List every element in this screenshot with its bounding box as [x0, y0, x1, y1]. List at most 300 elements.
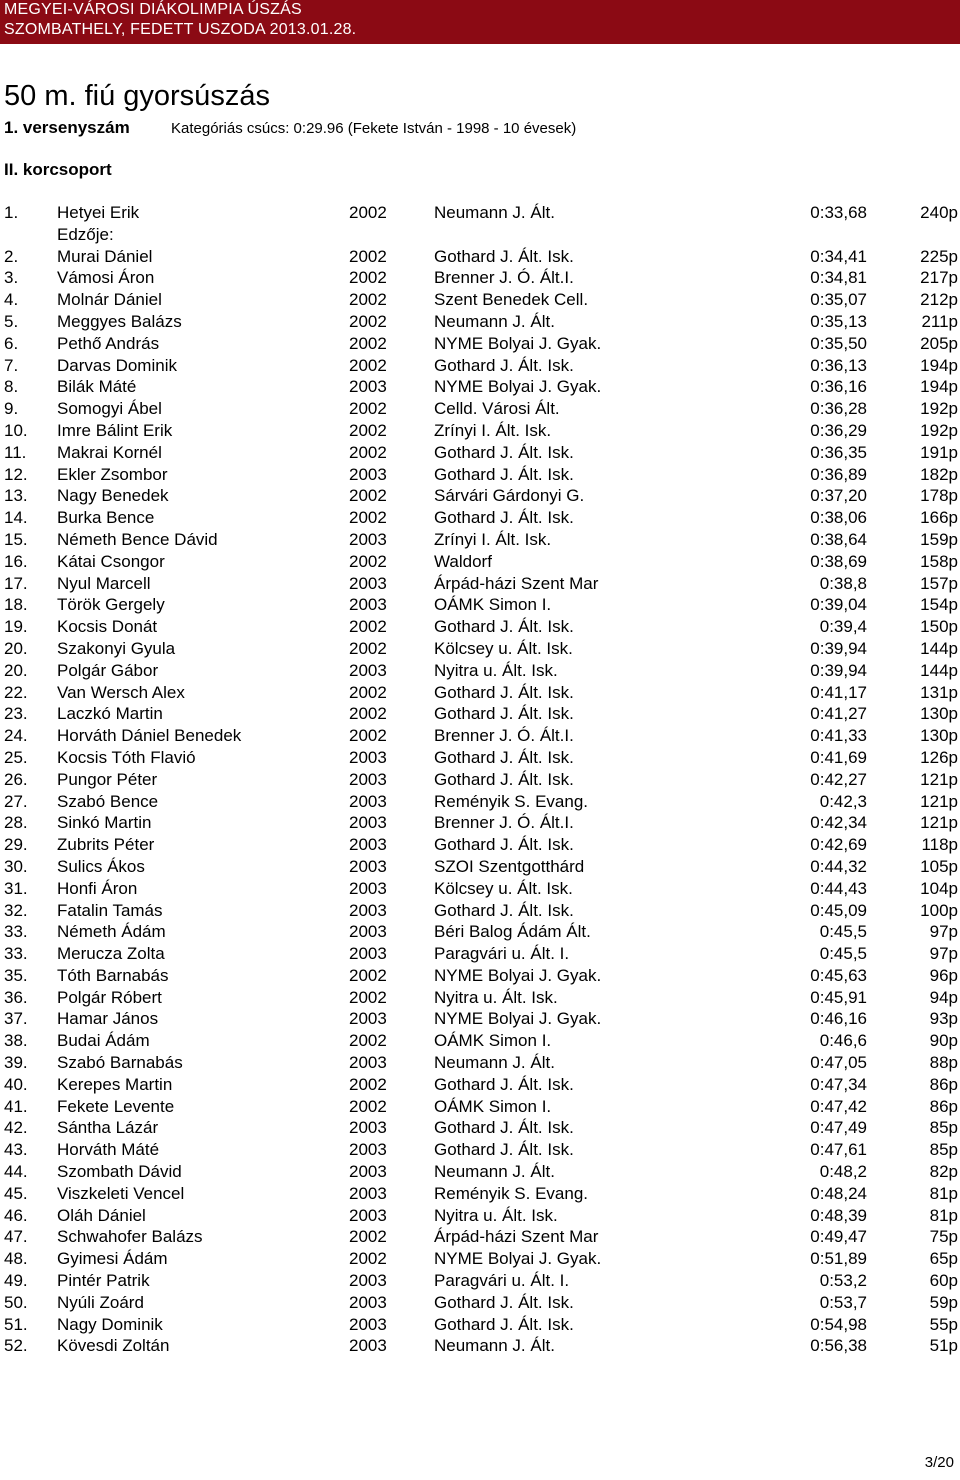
result-club: Gothard J. Ált. Isk. — [434, 1118, 574, 1138]
result-name: Németh Ádám — [57, 922, 166, 942]
result-name: Schwahofer Balázs — [57, 1227, 203, 1247]
result-birth-year: 2002 — [349, 486, 387, 506]
result-name: Bilák Máté — [57, 377, 137, 397]
result-time: 0:44,43 — [810, 878, 867, 898]
result-club: Sárvári Gárdonyi G. — [434, 486, 585, 506]
result-name: Szombath Dávid — [57, 1162, 182, 1182]
result-name: Horváth Dániel Benedek — [57, 726, 242, 746]
result-birth-year: 2002 — [349, 508, 387, 528]
result-club: Zrínyi I. Ált. Isk. — [434, 420, 552, 440]
result-place: 41. — [4, 1096, 28, 1116]
result-points: 178p — [920, 486, 958, 506]
result-place: 49. — [4, 1271, 28, 1291]
result-points: 212p — [920, 290, 958, 310]
result-row — [0, 1206, 960, 1228]
result-birth-year: 2002 — [349, 442, 387, 462]
result-birth-year: 2003 — [349, 1271, 387, 1291]
result-points: 85p — [929, 1140, 958, 1160]
result-club: Kölcsey u. Ált. Isk. — [434, 638, 573, 658]
result-birth-year: 2003 — [349, 595, 387, 615]
result-time: 0:39,94 — [810, 638, 867, 658]
result-points: 55p — [929, 1314, 958, 1334]
result-place: 31. — [4, 878, 28, 898]
result-name: Gyimesi Ádám — [57, 1249, 168, 1269]
result-place: 12. — [4, 464, 28, 484]
result-birth-year: 2003 — [349, 660, 387, 680]
result-place: 18. — [4, 595, 28, 615]
result-points: 121p — [920, 791, 958, 811]
result-time: 0:38,8 — [819, 573, 867, 593]
result-time: 0:39,04 — [810, 595, 867, 615]
result-name: Meggyes Balázs — [57, 311, 182, 331]
result-name: Somogyi Ábel — [57, 399, 162, 419]
result-name: Kocsis Tóth Flavió — [57, 747, 196, 767]
result-birth-year: 2002 — [349, 1074, 387, 1094]
result-birth-year: 2002 — [349, 268, 387, 288]
result-place: 2. — [4, 246, 19, 266]
result-club: OÁMK Simon I. — [434, 595, 552, 615]
result-name: Tóth Barnabás — [57, 965, 169, 985]
result-place: 44. — [4, 1162, 28, 1182]
result-birth-year: 2002 — [349, 617, 387, 637]
result-time: 0:56,38 — [810, 1336, 867, 1356]
result-birth-year: 2003 — [349, 1053, 387, 1073]
result-club: Gothard J. Ált. Isk. — [434, 1292, 574, 1312]
result-club: NYME Bolyai J. Gyak. — [434, 965, 602, 985]
result-club: Reményik S. Evang. — [434, 791, 589, 811]
result-name: Laczkó Martin — [57, 704, 163, 724]
result-time: 0:45,63 — [810, 965, 867, 985]
result-club: Árpád-házi Szent Mar — [434, 1227, 599, 1247]
result-time: 0:53,7 — [819, 1292, 867, 1312]
result-club: Celld. Városi Ált. — [434, 399, 560, 419]
result-time: 0:45,5 — [819, 922, 867, 942]
result-club: Nyitra u. Ált. Isk. — [434, 1205, 558, 1225]
result-birth-year: 2002 — [349, 420, 387, 440]
result-name: Murai Dániel — [57, 246, 153, 266]
result-time: 0:48,39 — [810, 1205, 867, 1225]
result-place: 33. — [4, 944, 28, 964]
result-time: 0:48,2 — [819, 1162, 867, 1182]
result-points: 86p — [929, 1074, 958, 1094]
result-club: Gothard J. Ált. Isk. — [434, 1140, 574, 1160]
result-name: Kövesdi Zoltán — [57, 1336, 170, 1356]
result-place: 8. — [4, 377, 19, 397]
result-club: OÁMK Simon I. — [434, 1031, 552, 1051]
result-name: Viszkeleti Vencel — [57, 1183, 185, 1203]
result-points: 85p — [929, 1118, 958, 1138]
result-points: 150p — [920, 617, 958, 637]
result-time: 0:36,89 — [810, 464, 867, 484]
result-row — [0, 1118, 960, 1140]
result-name: Szabó Bence — [57, 791, 159, 811]
result-points: 51p — [929, 1336, 958, 1356]
result-name: Vámosi Áron — [57, 268, 155, 288]
result-place: 26. — [4, 769, 28, 789]
result-name: Sántha Lázár — [57, 1118, 159, 1138]
result-place: 7. — [4, 355, 19, 375]
result-points: 144p — [920, 660, 958, 680]
result-name: Szakonyi Gyula — [57, 638, 176, 658]
result-birth-year: 2003 — [349, 791, 387, 811]
result-time: 0:38,69 — [810, 551, 867, 571]
result-club: Paragvári u. Ált. I. — [434, 1271, 570, 1291]
result-birth-year: 2003 — [349, 922, 387, 942]
result-name: Budai Ádám — [57, 1031, 150, 1051]
result-club: Paragvári u. Ált. I. — [434, 944, 570, 964]
result-points: 105p — [920, 856, 958, 876]
result-birth-year: 2003 — [349, 529, 387, 549]
result-points: 86p — [929, 1096, 958, 1116]
result-time: 0:35,07 — [810, 290, 867, 310]
result-place: 13. — [4, 486, 28, 506]
result-club: Gothard J. Ált. Isk. — [434, 900, 574, 920]
result-row — [0, 1271, 960, 1293]
result-name: Burka Bence — [57, 508, 155, 528]
result-points: 217p — [920, 268, 958, 288]
result-points: 205p — [920, 333, 958, 353]
result-birth-year: 2002 — [349, 203, 387, 222]
result-place: 5. — [4, 311, 19, 331]
result-row — [0, 748, 960, 770]
result-place: 1. — [4, 203, 19, 222]
result-name: Horváth Máté — [57, 1140, 160, 1160]
result-club: Gothard J. Ált. Isk. — [434, 442, 574, 462]
result-row — [0, 1184, 960, 1206]
result-row — [0, 661, 960, 683]
result-time: 0:47,05 — [810, 1053, 867, 1073]
result-time: 0:42,3 — [819, 791, 867, 811]
result-place: 40. — [4, 1074, 28, 1094]
result-time: 0:42,27 — [810, 769, 867, 789]
result-row — [0, 1162, 960, 1184]
result-row — [0, 508, 960, 530]
result-club: Árpád-házi Szent Mar — [434, 573, 599, 593]
result-points: 121p — [920, 813, 958, 833]
result-place: 29. — [4, 835, 28, 855]
result-birth-year: 2002 — [349, 551, 387, 571]
result-place: 45. — [4, 1183, 28, 1203]
result-place: 36. — [4, 987, 28, 1007]
result-time: 0:53,2 — [819, 1271, 867, 1291]
result-birth-year: 2003 — [349, 1162, 387, 1182]
coach-label: Edzője: — [57, 224, 114, 244]
result-points: 60p — [929, 1271, 958, 1291]
result-points: 166p — [920, 508, 958, 528]
result-name: Sulics Ákos — [57, 856, 145, 876]
result-points: 157p — [920, 573, 958, 593]
result-row — [0, 639, 960, 661]
result-name: Kerepes Martin — [57, 1074, 173, 1094]
result-birth-year: 2003 — [349, 769, 387, 789]
result-place: 30. — [4, 856, 28, 876]
result-birth-year: 2003 — [349, 1140, 387, 1160]
result-club: Gothard J. Ált. Isk. — [434, 682, 574, 702]
result-place: 52. — [4, 1336, 28, 1356]
result-points: 144p — [920, 638, 958, 658]
result-time: 0:35,13 — [810, 311, 867, 331]
result-name: Kátai Csongor — [57, 551, 165, 571]
result-row — [0, 574, 960, 596]
result-points: 194p — [920, 377, 958, 397]
result-row — [0, 552, 960, 574]
result-points: 75p — [929, 1227, 958, 1247]
result-name: Nagy Dominik — [57, 1314, 163, 1334]
result-place: 14. — [4, 508, 28, 528]
result-club: Neumann J. Ált. — [434, 1336, 555, 1356]
result-name: Török Gergely — [57, 595, 165, 615]
result-club: Brenner J. Ó. Ált.I. — [434, 726, 574, 746]
result-row — [0, 792, 960, 814]
result-points: 88p — [929, 1053, 958, 1073]
result-row — [0, 1336, 960, 1358]
result-birth-year: 2003 — [349, 573, 387, 593]
result-name: Polgár Róbert — [57, 987, 162, 1007]
result-place: 47. — [4, 1227, 28, 1247]
result-row — [0, 966, 960, 988]
result-club: NYME Bolyai J. Gyak. — [434, 333, 602, 353]
result-points: 82p — [929, 1162, 958, 1182]
result-place: 42. — [4, 1118, 28, 1138]
result-name: Fekete Levente — [57, 1096, 175, 1116]
result-time: 0:34,81 — [810, 268, 867, 288]
header-banner — [0, 0, 960, 44]
result-place: 20. — [4, 638, 28, 658]
result-points: 182p — [920, 464, 958, 484]
result-row — [0, 203, 960, 225]
result-club: Brenner J. Ó. Ált.I. — [434, 813, 574, 833]
result-place: 25. — [4, 747, 28, 767]
result-time: 0:35,50 — [810, 333, 867, 353]
result-name: Ekler Zsombor — [57, 464, 168, 484]
result-row — [0, 1140, 960, 1162]
result-birth-year: 2002 — [349, 726, 387, 746]
result-time: 0:36,35 — [810, 442, 867, 462]
result-name: Van Wersch Alex — [57, 682, 185, 702]
result-points: 194p — [920, 355, 958, 375]
result-club: Gothard J. Ált. Isk. — [434, 704, 574, 724]
result-points: 192p — [920, 420, 958, 440]
result-place: 43. — [4, 1140, 28, 1160]
result-birth-year: 2002 — [349, 965, 387, 985]
result-row — [0, 377, 960, 399]
result-place: 24. — [4, 726, 28, 746]
result-club: Nyitra u. Ált. Isk. — [434, 660, 558, 680]
result-time: 0:42,69 — [810, 835, 867, 855]
result-birth-year: 2002 — [349, 246, 387, 266]
result-place: 17. — [4, 573, 28, 593]
result-birth-year: 2002 — [349, 704, 387, 724]
result-club: Kölcsey u. Ált. Isk. — [434, 878, 573, 898]
result-time: 0:45,91 — [810, 987, 867, 1007]
result-time: 0:38,06 — [810, 508, 867, 528]
result-name: Honfi Áron — [57, 878, 138, 898]
result-name: Makrai Kornél — [57, 442, 162, 462]
result-name: Zubrits Péter — [57, 835, 155, 855]
result-time: 0:44,32 — [810, 856, 867, 876]
result-club: NYME Bolyai J. Gyak. — [434, 377, 602, 397]
result-row — [0, 290, 960, 312]
result-birth-year: 2003 — [349, 856, 387, 876]
result-birth-year: 2003 — [349, 835, 387, 855]
result-birth-year: 2003 — [349, 944, 387, 964]
result-place: 50. — [4, 1292, 28, 1312]
result-club: NYME Bolyai J. Gyak. — [434, 1009, 602, 1029]
result-place: 37. — [4, 1009, 28, 1029]
result-points: 131p — [920, 682, 958, 702]
result-row — [0, 1315, 960, 1337]
result-time: 0:47,42 — [810, 1096, 867, 1116]
result-place: 3. — [4, 268, 19, 288]
result-time: 0:34,41 — [810, 246, 867, 266]
result-place: 46. — [4, 1205, 28, 1225]
result-name: Kocsis Donát — [57, 617, 158, 637]
result-time: 0:45,5 — [819, 944, 867, 964]
result-row — [0, 726, 960, 748]
result-name: Fatalin Tamás — [57, 900, 163, 920]
result-time: 0:36,28 — [810, 399, 867, 419]
result-points: 100p — [920, 900, 958, 920]
result-row — [0, 421, 960, 443]
result-time: 0:41,69 — [810, 747, 867, 767]
result-club: Gothard J. Ált. Isk. — [434, 747, 574, 767]
result-birth-year: 2003 — [349, 1336, 387, 1356]
result-club: Gothard J. Ált. Isk. — [434, 1314, 574, 1334]
result-name: Németh Bence Dávid — [57, 529, 218, 549]
result-birth-year: 2003 — [349, 377, 387, 397]
result-time: 0:41,33 — [810, 726, 867, 746]
result-club: Reményik S. Evang. — [434, 1183, 589, 1203]
result-row — [0, 835, 960, 857]
result-birth-year: 2003 — [349, 1314, 387, 1334]
result-birth-year: 2003 — [349, 1205, 387, 1225]
result-points: 225p — [920, 246, 958, 266]
result-points: 126p — [920, 747, 958, 767]
result-row — [0, 1009, 960, 1031]
competition-venue-date: SZOMBATHELY, FEDETT USZODA 2013.01.28. — [4, 21, 357, 38]
result-club: Brenner J. Ó. Ált.I. — [434, 268, 574, 288]
result-points: 90p — [929, 1031, 958, 1051]
result-row — [0, 399, 960, 421]
result-row — [0, 334, 960, 356]
result-points: 240p — [920, 203, 958, 222]
result-time: 0:48,24 — [810, 1183, 867, 1203]
result-birth-year: 2003 — [349, 1183, 387, 1203]
result-row — [0, 922, 960, 944]
result-birth-year: 2002 — [349, 333, 387, 353]
result-place: 9. — [4, 399, 19, 419]
result-club: Gothard J. Ált. Isk. — [434, 508, 574, 528]
result-points: 65p — [929, 1249, 958, 1269]
result-time: 0:36,13 — [810, 355, 867, 375]
result-time: 0:36,29 — [810, 420, 867, 440]
result-place: 39. — [4, 1053, 28, 1073]
result-points: 97p — [929, 922, 958, 942]
result-birth-year: 2002 — [349, 987, 387, 1007]
result-birth-year: 2002 — [349, 311, 387, 331]
result-points: 192p — [920, 399, 958, 419]
result-name: Sinkó Martin — [57, 813, 152, 833]
result-points: 191p — [920, 442, 958, 462]
result-place: 51. — [4, 1314, 28, 1334]
result-place: 22. — [4, 682, 28, 702]
result-birth-year: 2002 — [349, 399, 387, 419]
result-time: 0:47,61 — [810, 1140, 867, 1160]
result-row — [0, 465, 960, 487]
result-place: 16. — [4, 551, 28, 571]
result-row — [0, 617, 960, 639]
result-row — [0, 356, 960, 378]
result-birth-year: 2003 — [349, 1009, 387, 1029]
result-name: Nagy Benedek — [57, 486, 169, 506]
result-place: 11. — [4, 442, 27, 462]
result-name: Molnár Dániel — [57, 290, 162, 310]
result-club: Neumann J. Ált. — [434, 1053, 555, 1073]
result-place: 10. — [4, 420, 28, 440]
result-club: Gothard J. Ált. Isk. — [434, 769, 574, 789]
result-place: 48. — [4, 1249, 28, 1269]
result-club: Gothard J. Ált. Isk. — [434, 246, 574, 266]
result-points: 104p — [920, 878, 958, 898]
result-time: 0:36,16 — [810, 377, 867, 397]
result-club: Szent Benedek Cell. — [434, 290, 589, 310]
coach-row — [0, 225, 960, 247]
result-row — [0, 1249, 960, 1271]
result-time: 0:39,94 — [810, 660, 867, 680]
result-club: Waldorf — [434, 551, 492, 571]
result-points: 118p — [921, 835, 958, 855]
result-name: Nyúli Zoárd — [57, 1292, 144, 1312]
result-time: 0:39,4 — [819, 617, 867, 637]
competition-title: MEGYEI-VÁROSI DIÁKOLIMPIA ÚSZÁS — [4, 1, 302, 18]
result-name: Pintér Patrik — [57, 1271, 150, 1291]
result-points: 154p — [920, 595, 958, 615]
result-place: 23. — [4, 704, 28, 724]
result-birth-year: 2003 — [349, 1292, 387, 1312]
result-place: 33. — [4, 922, 28, 942]
result-place: 4. — [4, 290, 19, 310]
result-points: 211p — [921, 311, 958, 331]
result-birth-year: 2003 — [349, 464, 387, 484]
result-name: Hamar János — [57, 1009, 159, 1029]
result-name: Polgár Gábor — [57, 660, 159, 680]
result-row — [0, 683, 960, 705]
result-time: 0:37,20 — [810, 486, 867, 506]
result-birth-year: 2003 — [349, 747, 387, 767]
result-birth-year: 2002 — [349, 1249, 387, 1269]
result-row — [0, 1227, 960, 1249]
result-row — [0, 1075, 960, 1097]
result-place: 19. — [4, 617, 28, 637]
result-time: 0:51,89 — [810, 1249, 867, 1269]
result-points: 59p — [929, 1292, 958, 1312]
result-time: 0:38,64 — [810, 529, 867, 549]
result-row — [0, 247, 960, 269]
result-time: 0:47,34 — [810, 1074, 867, 1094]
result-birth-year: 2002 — [349, 290, 387, 310]
result-place: 6. — [4, 333, 19, 353]
result-time: 0:54,98 — [810, 1314, 867, 1334]
result-name: Nyul Marcell — [57, 573, 151, 593]
result-birth-year: 2002 — [349, 355, 387, 375]
result-club: Gothard J. Ált. Isk. — [434, 617, 574, 637]
result-name: Darvas Dominik — [57, 355, 177, 375]
result-points: 97p — [929, 944, 958, 964]
result-time: 0:45,09 — [810, 900, 867, 920]
result-name: Imre Bálint Erik — [57, 420, 173, 440]
results-list — [0, 203, 960, 1358]
result-club: Zrínyi I. Ált. Isk. — [434, 529, 552, 549]
